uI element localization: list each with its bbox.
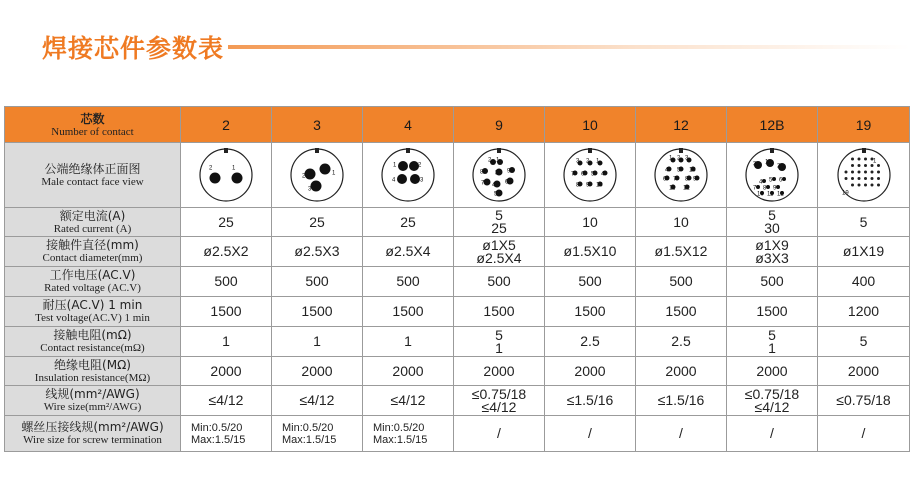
spec-row bbox=[5, 357, 910, 386]
pin-number: 6 bbox=[779, 177, 783, 184]
row-label-cn: 接触件直径(mm) bbox=[46, 238, 139, 252]
page-title: 焊接芯件参数表 bbox=[42, 34, 225, 63]
spec-value: ø1X19 bbox=[842, 243, 885, 259]
pin-number: 2 bbox=[302, 173, 306, 180]
contact-pin bbox=[864, 158, 867, 161]
pin-number: 1 bbox=[872, 158, 876, 165]
pin-number: 3 bbox=[308, 186, 312, 193]
spec-value: 2.5 bbox=[671, 333, 691, 349]
spec-value: ≤4/12 bbox=[299, 392, 335, 408]
pin-number: 10 bbox=[596, 182, 603, 189]
spec-row bbox=[5, 416, 910, 452]
spec-value-cell bbox=[454, 237, 545, 267]
contact-pin bbox=[877, 164, 880, 167]
row-label-cell bbox=[5, 416, 181, 452]
contact-pin bbox=[851, 171, 854, 174]
spec-value: / bbox=[861, 425, 866, 441]
face-view-cell bbox=[636, 143, 727, 208]
spec-value: ø2.5X2 bbox=[203, 243, 249, 259]
spec-value: ø3X3 bbox=[755, 249, 789, 266]
connector-face-icon bbox=[651, 145, 711, 205]
contact-pin bbox=[782, 177, 786, 181]
spec-value: 2.5 bbox=[580, 333, 600, 349]
spec-value-cell bbox=[454, 297, 545, 327]
contact-pin bbox=[320, 164, 331, 175]
contact-pin bbox=[844, 177, 847, 180]
pin-number: 1 bbox=[232, 165, 236, 172]
pin-number: 2 bbox=[677, 155, 681, 162]
row-label-cn: 工作电压(AC.V) bbox=[49, 268, 136, 282]
spec-value-cell bbox=[181, 237, 272, 267]
row-label-cn: 额定电流(A) bbox=[59, 208, 126, 223]
spec-row bbox=[5, 237, 910, 267]
pin-number: 1 bbox=[393, 162, 397, 169]
spec-value: 1500 bbox=[301, 303, 333, 319]
spec-value: 25 bbox=[491, 220, 507, 236]
contact-pin bbox=[870, 171, 873, 174]
contact-pin bbox=[762, 179, 766, 183]
spec-value-cell bbox=[545, 237, 636, 267]
spec-value-cell bbox=[181, 386, 272, 416]
spec-value: 25 bbox=[218, 213, 234, 230]
spec-value-cell bbox=[636, 357, 727, 386]
contact-pin bbox=[756, 185, 760, 189]
spec-value: 2000 bbox=[574, 362, 606, 379]
pin-number: 11 bbox=[767, 191, 774, 198]
spec-value: 1500 bbox=[756, 303, 788, 319]
contact-pin bbox=[851, 177, 854, 180]
pin-number: 3 bbox=[576, 158, 580, 165]
pin-number: 7 bbox=[481, 180, 485, 187]
contact-count-header: 12 bbox=[636, 107, 727, 143]
spec-value-cell bbox=[727, 208, 818, 237]
spec-value: ≤0.75/18 bbox=[836, 392, 891, 408]
row-label-en: Contact diameter(mm) bbox=[42, 252, 143, 264]
spec-value: Min:0.5/20 bbox=[282, 421, 334, 434]
row-label-cn: 绝缘电阻(MΩ) bbox=[54, 357, 131, 372]
spec-value: 400 bbox=[851, 273, 876, 289]
spec-value: 1 bbox=[495, 339, 503, 356]
spec-value-cell bbox=[545, 416, 636, 452]
spec-value-cell bbox=[727, 327, 818, 357]
spec-value: / bbox=[679, 425, 683, 441]
pin-number: 5 bbox=[677, 167, 681, 174]
pin-number: 1 bbox=[332, 170, 336, 177]
contact-pin bbox=[232, 173, 243, 184]
pin-number: 2 bbox=[777, 163, 781, 170]
contact-pin bbox=[877, 177, 880, 180]
spec-value-cell bbox=[272, 208, 363, 237]
face-view-cell bbox=[545, 143, 636, 208]
spec-value: ≤0.75/18 bbox=[471, 385, 527, 402]
row-label-en: Rated current (A) bbox=[53, 222, 132, 235]
row-label-cell bbox=[5, 386, 181, 416]
pin-number: 8 bbox=[480, 169, 484, 176]
spec-value: 1500 bbox=[210, 303, 242, 319]
contact-pin bbox=[857, 158, 860, 161]
spec-value-cell bbox=[818, 297, 910, 327]
pin-number: 6 bbox=[663, 176, 667, 183]
spec-row bbox=[5, 327, 910, 357]
contact-pin bbox=[410, 174, 420, 184]
face-view-cell bbox=[727, 143, 818, 208]
spec-value-cell bbox=[818, 208, 910, 237]
contact-pin bbox=[398, 161, 408, 171]
pin-number: 3 bbox=[685, 155, 689, 162]
spec-value-cell bbox=[363, 327, 454, 357]
pin-number: 4 bbox=[601, 171, 605, 178]
pin-number: 4 bbox=[759, 179, 763, 186]
spec-value: Max:1.5/15 bbox=[191, 433, 246, 446]
spec-value-cell bbox=[727, 386, 818, 416]
spec-value: ø2.5X4 bbox=[385, 243, 431, 259]
spec-value-cell bbox=[363, 267, 454, 297]
contact-count-header: 12B bbox=[727, 107, 818, 143]
face-view-row bbox=[5, 143, 910, 208]
spec-value-cell bbox=[818, 416, 910, 452]
face-view-cell bbox=[818, 143, 910, 208]
pin-number: 5 bbox=[591, 171, 595, 178]
spec-value-cell bbox=[454, 357, 545, 386]
spec-value: 1 bbox=[222, 333, 230, 349]
pin-number: 9 bbox=[773, 185, 777, 192]
spec-row bbox=[5, 297, 910, 327]
contact-pin bbox=[864, 177, 867, 180]
spec-value: / bbox=[497, 425, 501, 441]
row-label-cell bbox=[5, 267, 181, 297]
spec-value-cell bbox=[181, 357, 272, 386]
spec-value-cell bbox=[727, 416, 818, 452]
row-label-en: Insulation resistance(MΩ) bbox=[34, 371, 151, 384]
spec-value: 5 bbox=[495, 326, 503, 343]
contact-pin bbox=[311, 181, 322, 192]
contact-count-header: 19 bbox=[818, 107, 910, 143]
spec-value: 10 bbox=[673, 213, 689, 230]
spec-value: ≤4/12 bbox=[481, 398, 517, 415]
face-view-cell bbox=[181, 143, 272, 208]
connector-face-icon bbox=[560, 145, 620, 205]
spec-value: 2000 bbox=[665, 362, 697, 379]
contact-pin bbox=[857, 184, 860, 187]
spec-value: 5 bbox=[768, 326, 776, 343]
spec-value: Min:0.5/20 bbox=[191, 421, 243, 434]
spec-value: 5 bbox=[495, 207, 503, 223]
contact-pin bbox=[864, 171, 867, 174]
spec-value-cell bbox=[454, 208, 545, 237]
row-label-en: Test voltage(AC.V) 1 min bbox=[35, 312, 150, 324]
spec-value: ø2.5X4 bbox=[476, 249, 522, 266]
pin-number: 2 bbox=[586, 158, 590, 165]
spec-value: 10 bbox=[582, 213, 598, 230]
spec-value-cell bbox=[545, 208, 636, 237]
pin-number: 6 bbox=[505, 179, 509, 186]
spec-value-cell bbox=[545, 357, 636, 386]
row-label-cell bbox=[5, 297, 181, 327]
spec-value: 500 bbox=[396, 273, 420, 289]
spec-value-cell bbox=[636, 327, 727, 357]
face-view-cell bbox=[363, 143, 454, 208]
contact-pin bbox=[305, 169, 316, 180]
spec-value: 1200 bbox=[847, 303, 880, 319]
spec-value-cell bbox=[636, 267, 727, 297]
row-label-cell bbox=[5, 107, 181, 143]
pin-number: 3 bbox=[495, 170, 499, 177]
pin-number: 9 bbox=[586, 182, 590, 189]
spec-value: 5 bbox=[768, 207, 776, 223]
spec-value-cell bbox=[272, 416, 363, 452]
spec-value: Max:1.5/15 bbox=[373, 433, 428, 446]
pin-number: 1 bbox=[765, 159, 769, 166]
spec-value-cell bbox=[636, 297, 727, 327]
spec-value: 500 bbox=[669, 273, 693, 289]
contact-pin bbox=[210, 173, 221, 184]
spec-value-cell bbox=[272, 267, 363, 297]
spec-value-cell bbox=[727, 357, 818, 386]
face-view-cell bbox=[454, 143, 545, 208]
spec-value: ≤0.75/18 bbox=[744, 385, 800, 402]
row-label-cn: 耐压(AC.V) 1 min bbox=[42, 298, 143, 312]
row-label-cell bbox=[5, 143, 181, 208]
row-label-cn: 芯数 bbox=[80, 111, 105, 126]
spec-value-cell bbox=[181, 327, 272, 357]
spec-value: ø2.5X3 bbox=[294, 243, 340, 259]
contact-count-header: 3 bbox=[272, 107, 363, 143]
spec-value: 2000 bbox=[756, 362, 788, 379]
spec-value: ≤4/12 bbox=[754, 398, 790, 415]
contact-count-header: 10 bbox=[545, 107, 636, 143]
spec-value-cell bbox=[545, 297, 636, 327]
spec-value-cell bbox=[272, 237, 363, 267]
spec-value-cell bbox=[454, 327, 545, 357]
spec-value-cell bbox=[818, 327, 910, 357]
spec-value: 1500 bbox=[665, 303, 697, 319]
contact-pin bbox=[851, 158, 854, 161]
row-label-en: Male contact face view bbox=[41, 175, 144, 188]
spec-table bbox=[4, 106, 910, 452]
connector-face-icon bbox=[196, 145, 256, 205]
spec-value: 5 bbox=[859, 213, 868, 230]
pin-number: 5 bbox=[494, 191, 498, 198]
row-label-cn: 接触电阻(mΩ) bbox=[53, 328, 132, 342]
row-label-cell bbox=[5, 327, 181, 357]
contact-pin bbox=[397, 174, 407, 184]
spec-value: 25 bbox=[309, 213, 325, 230]
contact-pin bbox=[857, 164, 860, 167]
row-label-cell bbox=[5, 237, 181, 267]
spec-value-cell bbox=[363, 297, 454, 327]
row-label-en: Rated voltage (AC.V) bbox=[44, 282, 141, 294]
spec-value: Max:1.5/15 bbox=[282, 433, 337, 446]
row-label-en: Wire size(mm²/AWG) bbox=[43, 401, 142, 413]
pin-number: 1 bbox=[596, 158, 600, 165]
spec-value-cell bbox=[636, 386, 727, 416]
spec-value-cell bbox=[636, 208, 727, 237]
pin-number: 12 bbox=[777, 191, 784, 198]
title-divider bbox=[228, 45, 910, 49]
contact-pin bbox=[844, 171, 847, 174]
row-label-cell bbox=[5, 357, 181, 386]
pin-number: 12 bbox=[683, 185, 690, 192]
spec-row bbox=[5, 267, 910, 297]
spec-value-cell bbox=[545, 386, 636, 416]
contact-pin bbox=[870, 184, 873, 187]
contact-pin bbox=[870, 177, 873, 180]
spec-value-cell bbox=[454, 386, 545, 416]
row-label-cn: 公端绝缘体正面图 bbox=[44, 161, 141, 176]
pin-number: 2 bbox=[488, 157, 492, 164]
contact-count-header: 2 bbox=[181, 107, 272, 143]
connector-face-icon bbox=[378, 145, 438, 205]
spec-value: 500 bbox=[760, 273, 784, 289]
spec-value-cell bbox=[272, 297, 363, 327]
contact-pin bbox=[851, 184, 854, 187]
contact-pin bbox=[877, 171, 880, 174]
spec-value-cell bbox=[727, 267, 818, 297]
contact-pin bbox=[772, 177, 776, 181]
spec-value-cell bbox=[181, 416, 272, 452]
connector-face-icon bbox=[469, 145, 529, 205]
spec-value: ≤1.5/16 bbox=[566, 392, 614, 408]
row-label-cell bbox=[5, 208, 181, 237]
spec-value: 2000 bbox=[301, 362, 333, 379]
pin-number: 7 bbox=[571, 171, 575, 178]
spec-value-cell bbox=[272, 357, 363, 386]
pin-number: 7 bbox=[673, 176, 677, 183]
spec-value-cell bbox=[727, 297, 818, 327]
spec-value: 1 bbox=[768, 339, 776, 356]
contact-count-header: 9 bbox=[454, 107, 545, 143]
row-label-en: Number of contact bbox=[51, 125, 134, 138]
row-label-en: Wire size for screw termination bbox=[23, 434, 162, 446]
spec-value: 1500 bbox=[392, 303, 424, 319]
contact-pin bbox=[766, 185, 770, 189]
spec-value: 1 bbox=[404, 333, 412, 349]
spec-value: ø1.5X12 bbox=[654, 243, 708, 259]
row-label-cn: 线规(mm²/AWG) bbox=[45, 387, 140, 401]
pin-number: 11 bbox=[669, 185, 676, 192]
spec-value: ø1.5X10 bbox=[563, 243, 617, 259]
spec-value: 500 bbox=[305, 273, 329, 289]
spec-value: ≤1.5/16 bbox=[657, 392, 705, 408]
spec-value: 500 bbox=[214, 273, 238, 289]
spec-value: 1500 bbox=[574, 303, 606, 319]
pin-number: 19 bbox=[841, 190, 849, 197]
spec-value: ≤4/12 bbox=[390, 392, 426, 408]
spec-value: Min:0.5/20 bbox=[373, 421, 425, 434]
spec-value-cell bbox=[272, 386, 363, 416]
spec-value-cell bbox=[818, 386, 910, 416]
spec-value-cell bbox=[545, 327, 636, 357]
spec-value: 1500 bbox=[483, 303, 515, 319]
contact-pin bbox=[857, 171, 860, 174]
pin-number: 2 bbox=[418, 162, 422, 169]
spec-value-cell bbox=[363, 386, 454, 416]
spec-value: 500 bbox=[487, 273, 511, 289]
spec-value-cell bbox=[818, 237, 910, 267]
contact-pin bbox=[877, 184, 880, 187]
spec-value-cell bbox=[181, 208, 272, 237]
spec-value-cell bbox=[363, 208, 454, 237]
contact-count-header: 4 bbox=[363, 107, 454, 143]
spec-row bbox=[5, 386, 910, 416]
pin-number: 10 bbox=[689, 167, 696, 174]
spec-value-cell bbox=[363, 416, 454, 452]
contact-pin bbox=[864, 164, 867, 167]
spec-value-cell bbox=[363, 357, 454, 386]
spec-value-cell bbox=[818, 267, 910, 297]
contact-pin bbox=[484, 179, 491, 186]
row-label-en: Contact resistance(mΩ) bbox=[40, 342, 145, 354]
spec-value-cell bbox=[636, 237, 727, 267]
spec-value: ø1X9 bbox=[755, 236, 789, 253]
spec-value-cell bbox=[181, 297, 272, 327]
spec-value-cell bbox=[363, 237, 454, 267]
spec-value: 30 bbox=[764, 220, 780, 236]
spec-value: 25 bbox=[400, 213, 416, 230]
pin-number: 3 bbox=[753, 161, 757, 168]
spec-value: 2000 bbox=[483, 362, 515, 379]
spec-value-cell bbox=[818, 357, 910, 386]
spec-value: ≤4/12 bbox=[208, 392, 244, 408]
pin-number: 2 bbox=[209, 165, 213, 172]
spec-value-cell bbox=[454, 267, 545, 297]
pin-number: 8 bbox=[685, 176, 689, 183]
pin-number: 1 bbox=[496, 157, 500, 164]
pin-number: 3 bbox=[420, 177, 424, 184]
row-label-cn: 螺丝压接线规(mm²/AWG) bbox=[21, 420, 164, 434]
pin-number: 8 bbox=[763, 185, 767, 192]
spec-value: ø1X5 bbox=[482, 236, 516, 253]
spec-value-cell bbox=[727, 237, 818, 267]
contact-pin bbox=[857, 177, 860, 180]
pin-number: 1 bbox=[669, 155, 673, 162]
spec-value-cell bbox=[636, 416, 727, 452]
pin-number: 9 bbox=[507, 168, 511, 175]
spec-value: 2000 bbox=[392, 362, 424, 379]
spec-value: 5 bbox=[859, 333, 868, 349]
spec-value-cell bbox=[545, 267, 636, 297]
pin-number: 8 bbox=[576, 182, 580, 189]
pin-number: 5 bbox=[769, 177, 773, 184]
spec-value: 2000 bbox=[847, 362, 880, 379]
pin-number: 7 bbox=[753, 185, 757, 192]
spec-value-cell bbox=[272, 327, 363, 357]
pin-number: 9 bbox=[693, 176, 697, 183]
contact-pin bbox=[776, 185, 780, 189]
contact-pin bbox=[851, 164, 854, 167]
spec-row bbox=[5, 208, 910, 237]
spec-value-cell bbox=[181, 267, 272, 297]
connector-face-icon bbox=[287, 145, 347, 205]
connector-face-icon bbox=[834, 145, 894, 205]
pin-number: 4 bbox=[392, 177, 396, 184]
pin-number: 4 bbox=[492, 182, 496, 189]
pin-number: 4 bbox=[665, 167, 669, 174]
spec-value: / bbox=[588, 425, 592, 441]
spec-value: 500 bbox=[578, 273, 602, 289]
spec-value: / bbox=[770, 425, 774, 441]
spec-value-cell bbox=[454, 416, 545, 452]
spec-value: 2000 bbox=[210, 362, 242, 379]
connector-face-icon bbox=[742, 145, 802, 205]
pin-number: 10 bbox=[757, 191, 764, 198]
face-view-cell bbox=[272, 143, 363, 208]
contact-pin bbox=[864, 184, 867, 187]
header-row bbox=[5, 107, 910, 143]
pin-number: 6 bbox=[581, 171, 585, 178]
spec-value: 1 bbox=[313, 333, 321, 349]
